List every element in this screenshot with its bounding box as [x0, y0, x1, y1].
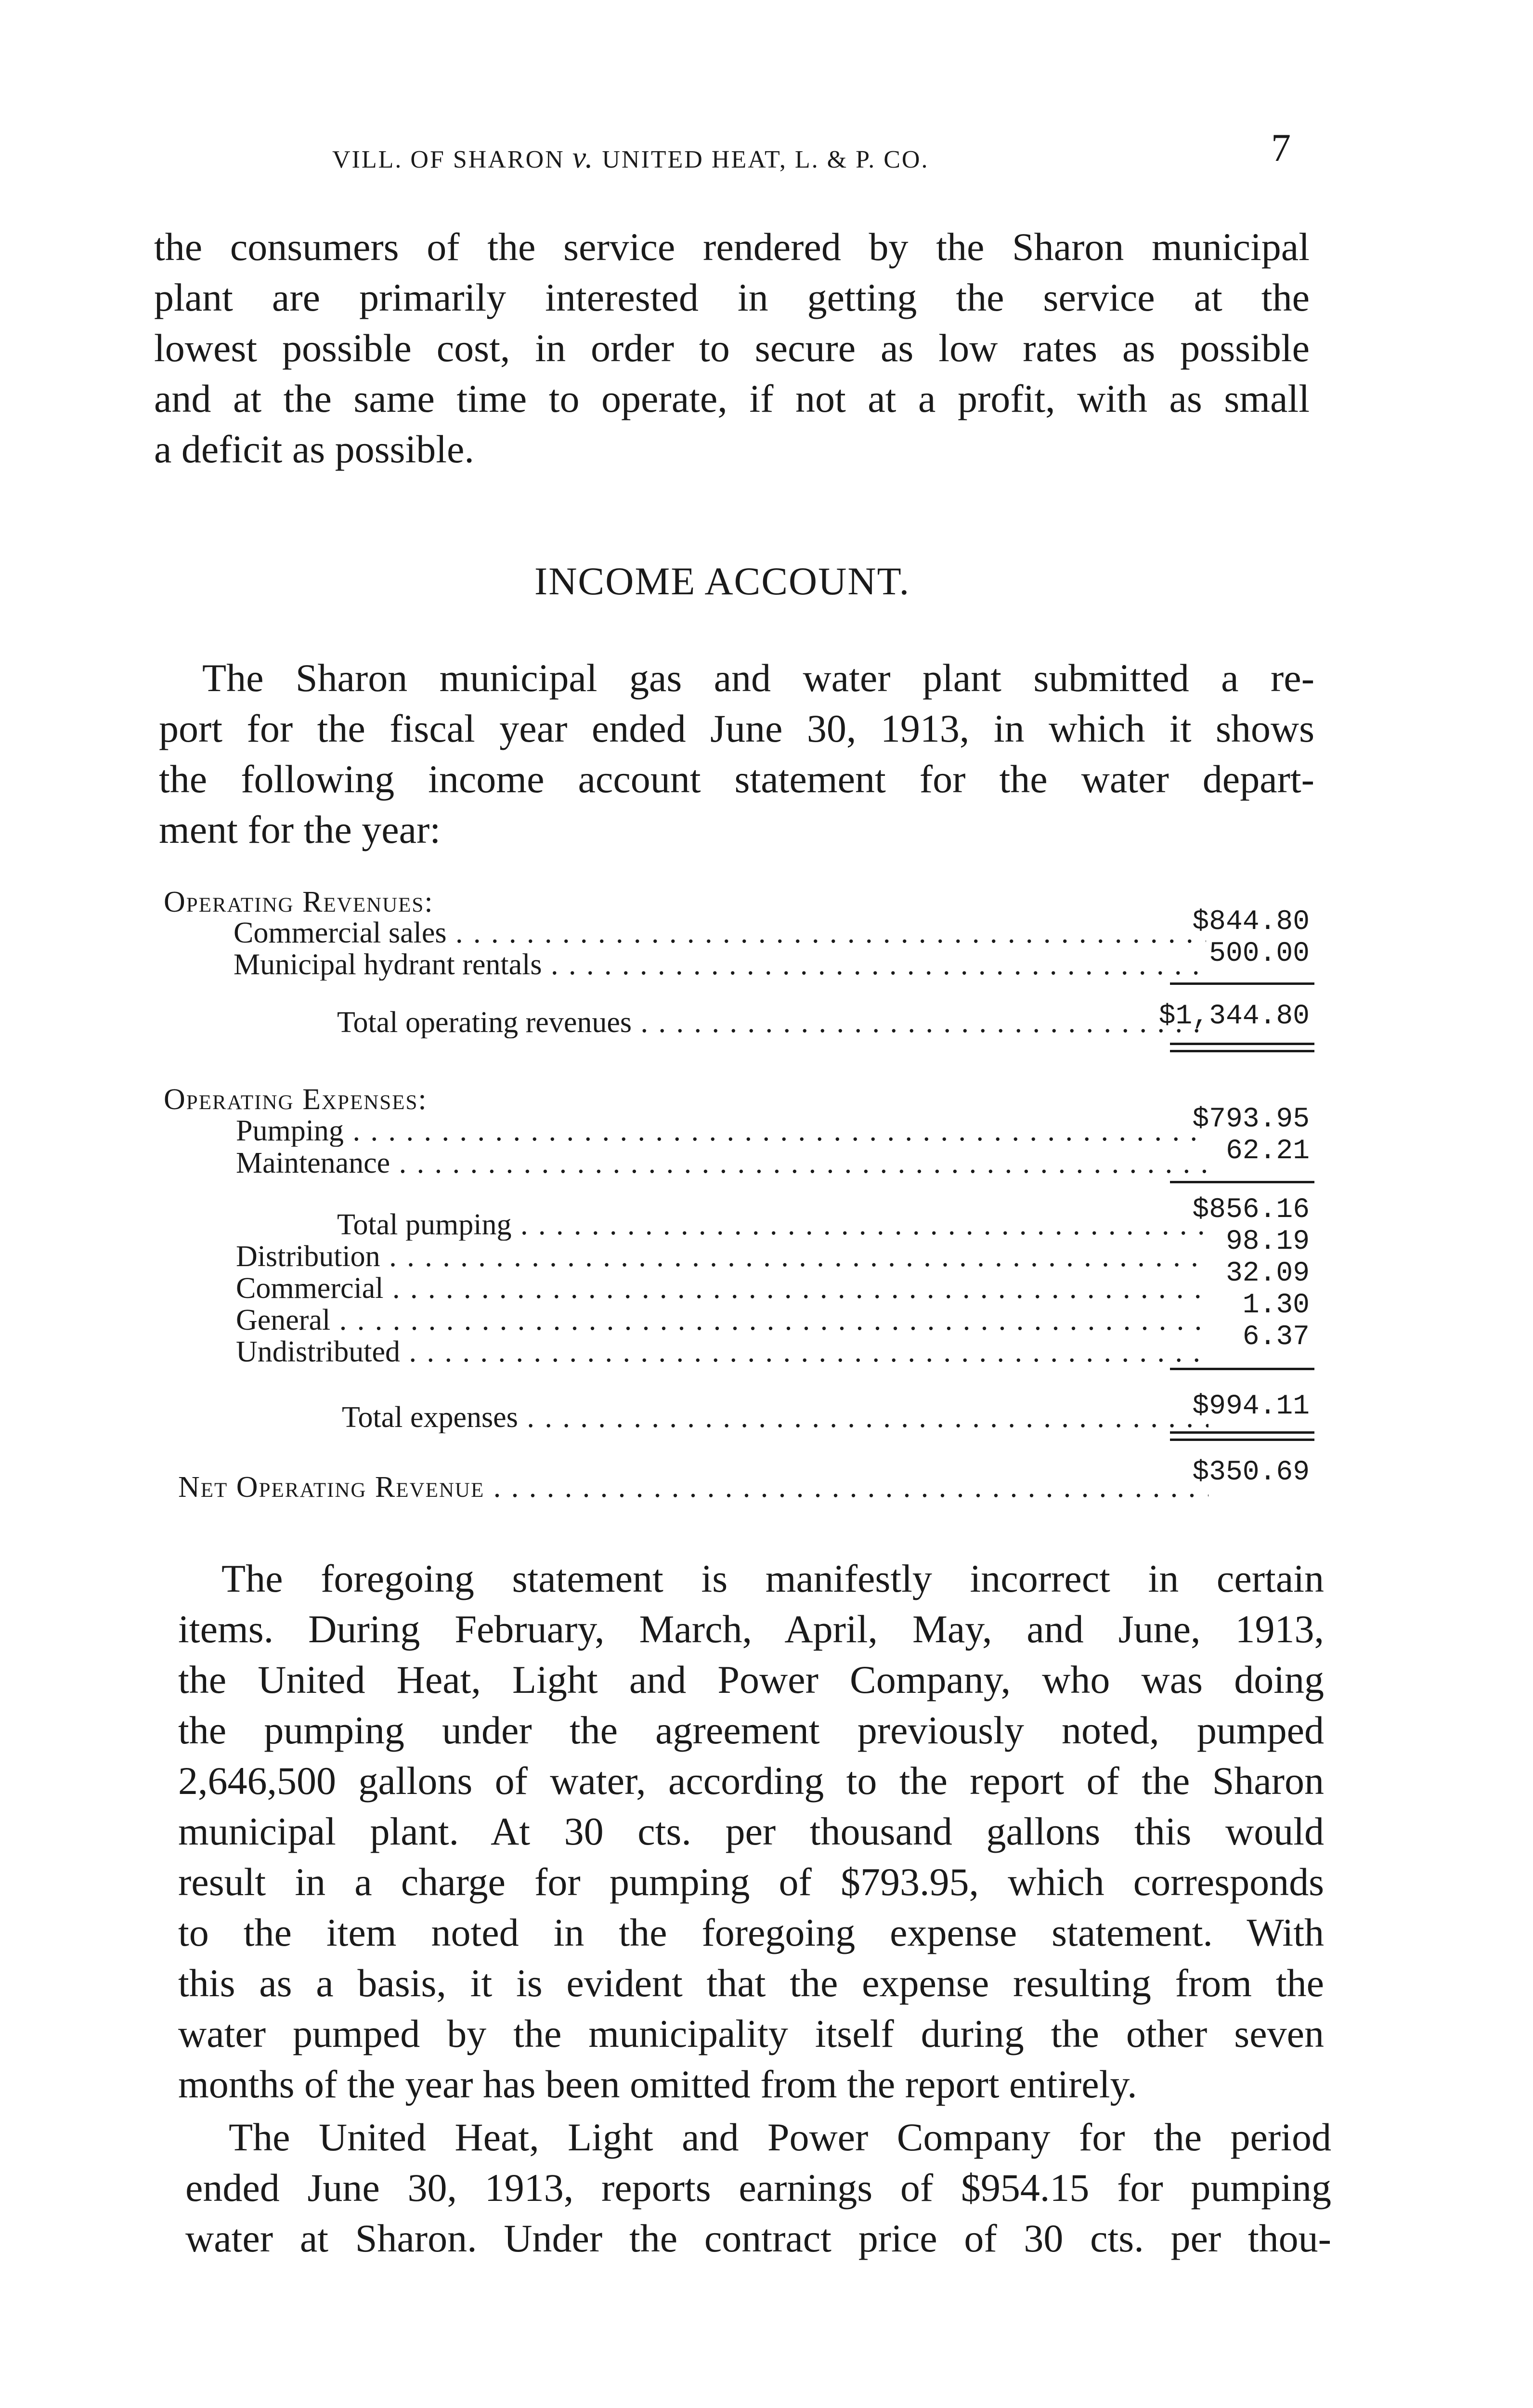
pumping-amount: $793.95	[1192, 1104, 1310, 1135]
maintenance-row	[236, 1147, 1208, 1179]
running-title-post: UNITED HEAT, L. & P. CO.	[594, 146, 929, 173]
text-line: this as a basis, it is evident that the expense resulting from the	[178, 1961, 1324, 2005]
pumping-row	[236, 1115, 1208, 1147]
commercial-row	[236, 1272, 1208, 1304]
intro-paragraph	[154, 222, 1310, 474]
text-line: 2,646,500 gallons of water, according to the report of the Sharon	[178, 1759, 1324, 1803]
text-line: months of the year has been omitted from the report entirely.	[178, 2062, 1137, 2106]
total-pumping-row	[337, 1209, 1208, 1241]
hydrant-rentals-row	[234, 949, 1206, 981]
net-operating-revenue-amount: $350.69	[1192, 1457, 1310, 1488]
total-double-rule-top	[1170, 1043, 1314, 1045]
text-line: to the item noted in the foregoing expense statement. With	[178, 1911, 1324, 1954]
text-line: plant are primarily interested in getting the service at the	[154, 275, 1310, 319]
row-label: Commercial	[236, 1272, 384, 1304]
row-label: Total operating revenues	[337, 1007, 632, 1038]
text-line: the pumping under the agreement previously noted, pumped	[178, 1708, 1324, 1752]
text-line: The Sharon municipal gas and water plant submitted a re-	[202, 656, 1314, 700]
row-label: Distribution	[236, 1241, 380, 1272]
text-line: ment for the year:	[159, 808, 441, 851]
running-title-versus: v.	[572, 140, 595, 174]
distribution-row	[236, 1241, 1208, 1272]
text-line: port for the fiscal year ended June 30, 1913, in which it shows	[159, 707, 1314, 750]
total-expenses-amount: $994.11	[1192, 1391, 1310, 1422]
commercial-sales-amount: $844.80	[1192, 906, 1310, 938]
paragraph-company-earnings	[185, 2112, 1331, 2264]
row-label: Total expenses	[342, 1401, 518, 1433]
text-line: and at the same time to operate, if not at a profit, with as small	[154, 377, 1310, 420]
text-line: a deficit as possible.	[154, 427, 474, 471]
row-label: Pumping	[236, 1115, 344, 1147]
text-line: municipal plant. At 30 cts. per thousand gallons this would	[178, 1809, 1324, 1853]
total-revenues-row	[337, 1007, 1208, 1038]
hydrant-rentals-amount: 500.00	[1209, 938, 1310, 969]
general-row	[236, 1304, 1208, 1336]
row-label: General	[236, 1304, 331, 1336]
text-line: The foregoing statement is manifestly incorrect in certain	[221, 1557, 1324, 1600]
distribution-amount: 98.19	[1225, 1226, 1310, 1257]
total-double-rule-top	[1170, 1431, 1314, 1434]
total-pumping-amount: $856.16	[1192, 1194, 1310, 1226]
row-label: Total pumping	[337, 1209, 512, 1241]
undistributed-amount: 6.37	[1242, 1322, 1310, 1353]
commercial-sales-row	[234, 917, 1206, 949]
general-amount: 1.30	[1242, 1290, 1310, 1321]
total-expenses-row	[342, 1401, 1208, 1433]
total-double-rule-bottom	[1170, 1050, 1314, 1052]
text-line: water pumped by the municipality itself during the other seven	[178, 2012, 1324, 2055]
text-line: The United Heat, Light and Power Company for the period	[229, 2115, 1331, 2159]
subtotal-rule	[1170, 982, 1314, 985]
maintenance-amount: 62.21	[1225, 1136, 1310, 1167]
row-label: Undistributed	[236, 1336, 400, 1368]
subtotal-rule	[1170, 1368, 1314, 1370]
commercial-amount: 32.09	[1225, 1258, 1310, 1289]
text-line: items. During February, March, April, May, and June, 1913,	[178, 1607, 1324, 1651]
undistributed-row	[236, 1336, 1208, 1368]
running-header	[332, 140, 1151, 175]
row-label: Commercial sales	[234, 917, 447, 949]
net-operating-revenue-row	[178, 1471, 1208, 1503]
text-line: the consumers of the service rendered by the Sharon municipal	[154, 225, 1310, 269]
row-label: Net Operating Revenue	[178, 1471, 485, 1503]
text-line: ended June 30, 1913, reports earnings of $954.15 for pumping	[185, 2166, 1331, 2210]
text-line: water at Sharon. Under the contract price of 30 cts. per thou-	[185, 2216, 1331, 2260]
paragraph-incorrect-statement	[178, 1553, 1324, 2109]
subtotal-rule	[1170, 1181, 1314, 1183]
text-line: the United Heat, Light and Power Company, who was doing	[178, 1658, 1324, 1701]
page-number: 7	[1271, 126, 1291, 170]
paragraph-report	[159, 653, 1314, 855]
income-account-table	[164, 886, 1319, 1527]
row-label: Municipal hydrant rentals	[234, 949, 542, 981]
total-double-rule-bottom	[1170, 1439, 1314, 1441]
total-revenues-amount: $1,344.80	[1158, 1001, 1310, 1032]
revenues-heading: Operating Revenues:	[164, 886, 434, 918]
text-line: result in a charge for pumping of $793.95, which corresponds	[178, 1860, 1324, 1904]
section-heading: INCOME ACCOUNT.	[534, 559, 910, 603]
row-label: Maintenance	[236, 1147, 390, 1179]
expenses-heading: Operating Expenses:	[164, 1083, 428, 1116]
text-line: the following income account statement for the water depart-	[159, 757, 1314, 801]
running-title-pre: VILL. OF SHARON	[332, 146, 572, 173]
text-line: lowest possible cost, in order to secure as low rates as possible	[154, 326, 1310, 370]
